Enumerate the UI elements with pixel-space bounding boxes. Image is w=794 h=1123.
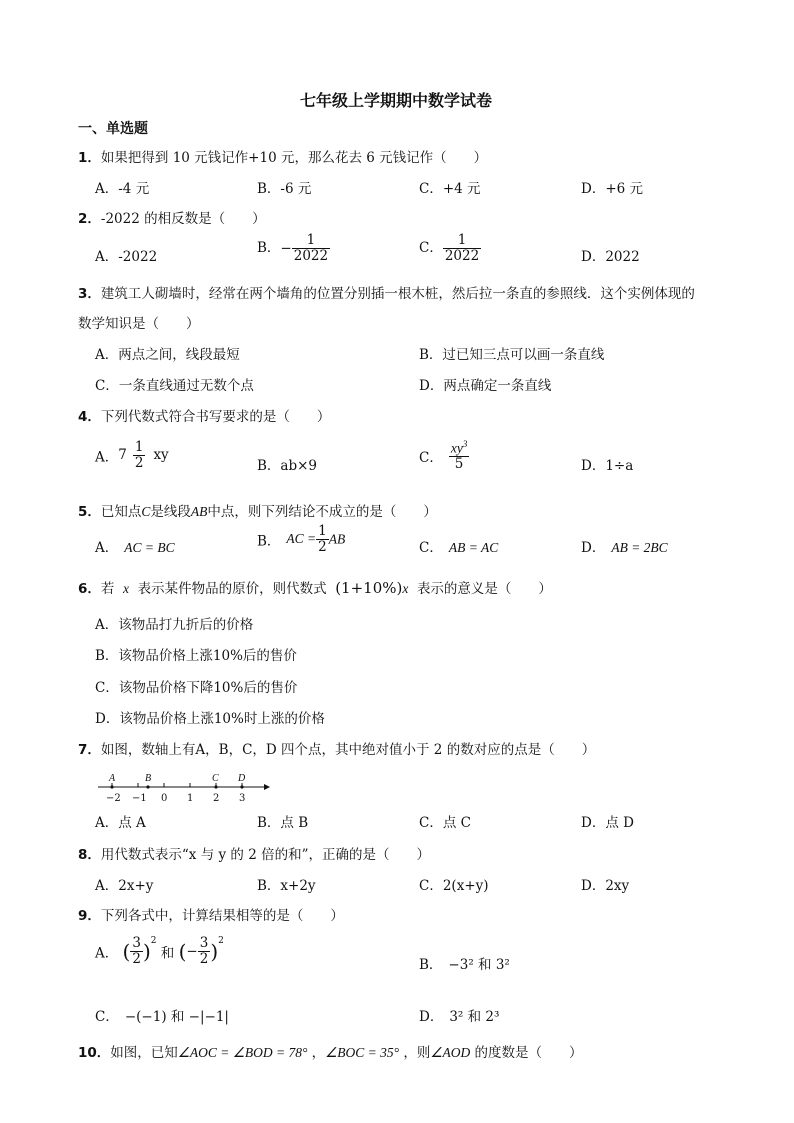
question-number: 8． <box>78 847 101 863</box>
option-a[interactable]: A． AC = BC <box>95 540 175 556</box>
tick-label: 1 <box>187 793 194 804</box>
point-label-b: B <box>145 773 152 784</box>
option-d[interactable]: D．+6 元 <box>581 181 644 197</box>
question-stem: 下列代数式符合书写要求的是（ ） <box>100 409 331 425</box>
tick-label: 0 <box>161 793 168 804</box>
tick-label: 3 <box>239 793 246 804</box>
tick-label: −2 <box>106 793 121 804</box>
question-stem: 如果把得到 10 元钱记作+10 元，那么花去 6 元钱记作（ ） <box>100 150 488 166</box>
question-stem-cont: 数学知识是（ ） <box>78 316 200 332</box>
option-b[interactable]: B．-6 元 <box>257 181 312 197</box>
point-d-dot <box>240 785 243 788</box>
option-a[interactable]: A．-4 元 <box>95 181 150 197</box>
question-3 <box>78 282 695 302</box>
question-stem: 建筑工人砌墙时，经常在两个墙角的位置分别插一根木桩，然后拉一条直的参照线．这个实例体现的 <box>100 286 695 302</box>
option-d[interactable]: D．1÷a <box>581 458 634 474</box>
question-number: 5． <box>78 504 101 520</box>
fraction: $\frac{3}{2}$ <box>199 935 209 967</box>
option-a[interactable]: A．该物品打九折后的价格 <box>95 617 254 633</box>
tick-label: 2 <box>213 793 220 804</box>
question-number: 7． <box>78 742 101 758</box>
question-1 <box>78 146 487 166</box>
question-4 <box>78 405 330 425</box>
option-c[interactable]: C． AB = AC <box>419 540 499 556</box>
option-c[interactable]: C．一条直线通过无数个点 <box>95 378 254 394</box>
option-b[interactable]: B． AC = $\frac{1}{2}$ AB <box>257 523 346 555</box>
point-b-dot <box>146 785 149 788</box>
question-6: 6．若 x 表示某件物品的原价，则代数式 (1+10%)x 表示的意义是（ ） <box>78 579 552 597</box>
option-b[interactable]: B．− $\frac{1}{2022}$ <box>257 232 329 264</box>
question-10: 10．如图，已知∠AOC = ∠BOD = 78° ，∠BOC = 35° ，则∠AOD 的度数是（ ） <box>78 1045 583 1061</box>
option-c[interactable]: C．该物品价格下降10%后的售价 <box>95 680 298 696</box>
option-b[interactable]: B．该物品价格上涨10%后的售价 <box>95 648 297 664</box>
option-c[interactable]: C． −(−1) 和 −|−1| <box>95 1009 229 1025</box>
option-c[interactable]: C． $\frac{xy^3}{5}$ <box>419 439 468 473</box>
question-8 <box>78 843 430 863</box>
option-a[interactable]: A．点 A <box>95 815 146 831</box>
option-a[interactable]: A．-2022 <box>95 249 158 265</box>
option-b[interactable]: B．x+2y <box>257 878 316 894</box>
tick-label: −1 <box>132 793 147 804</box>
axis-ticks <box>112 783 242 787</box>
option-a[interactable]: A．两点之间，线段最短 <box>95 347 240 363</box>
option-d[interactable]: D．2xy <box>581 878 630 894</box>
fraction: $\frac{1}{2}$ <box>134 439 144 471</box>
question-stem: 用代数式表示“x 与 y 的 2 倍的和”，正确的是（ ） <box>100 847 430 863</box>
point-label-c: C <box>212 773 219 784</box>
question-number: 2． <box>78 211 101 227</box>
option-b[interactable]: B．点 B <box>257 815 309 831</box>
option-d[interactable]: D．两点确定一条直线 <box>419 378 552 394</box>
page-title: 七年级上学期期中数学试卷 <box>300 91 493 110</box>
question-number: 9． <box>78 908 101 924</box>
number-line-figure <box>96 770 272 804</box>
option-c[interactable]: C．点 C <box>419 815 471 831</box>
option-d[interactable]: D．2022 <box>581 249 640 265</box>
option-d[interactable]: D． AB = 2BC <box>581 540 668 556</box>
option-a[interactable]: A．2x+y <box>95 878 154 894</box>
point-a-dot <box>110 785 113 788</box>
section-heading: 一、单选题 <box>78 121 148 137</box>
fraction: $\frac{3}{2}$ <box>132 935 141 967</box>
option-c[interactable]: C．2(x+y) <box>419 878 489 894</box>
option-d[interactable]: D．点 D <box>581 815 634 831</box>
question-number: 3． <box>78 286 101 302</box>
question-7 <box>78 738 595 758</box>
question-stem: 如图，数轴上有A，B，C，D 四个点，其中绝对值小于 2 的数对应的点是（ ） <box>100 742 596 758</box>
point-c-dot <box>214 785 217 788</box>
option-a[interactable]: A．7 $\frac{1}{2}$ xy <box>95 439 169 471</box>
question-5: 5．已知点C是线段AB中点，则下列结论不成立的是（ ） <box>78 504 437 520</box>
option-b[interactable]: B．过已知三点可以画一条直线 <box>419 347 605 363</box>
option-c[interactable]: C．+4 元 <box>419 181 481 197</box>
option-a[interactable]: A． ( $\frac{3}{2}$ )$^2$ 和 (− $\frac{3}{2}$ )$^2$ <box>95 935 224 967</box>
option-d[interactable]: D．该物品价格上涨10%时上涨的价格 <box>95 711 325 727</box>
option-c[interactable]: C． $\frac{1}{2022}$ <box>419 232 480 264</box>
question-2 <box>78 207 266 227</box>
question-number: 4． <box>78 409 101 425</box>
option-d[interactable]: D． 3² 和 2³ <box>419 1009 500 1025</box>
fraction: $\frac{xy^3}{5}$ <box>450 439 468 473</box>
question-number: 1． <box>78 150 101 166</box>
question-stem: 下列各式中，计算结果相等的是（ ） <box>100 908 344 924</box>
fraction: $\frac{1}{2}$ <box>318 523 327 555</box>
question-stem: -2022 的相反数是（ ） <box>100 211 266 227</box>
question-9 <box>78 904 344 924</box>
option-b[interactable]: B． −3² 和 3² <box>419 957 510 973</box>
point-label-d: D <box>238 773 246 784</box>
fraction: $\frac{1}{2022}$ <box>444 232 480 264</box>
question-number: 10． <box>78 1045 111 1061</box>
question-number: 6． <box>78 581 101 597</box>
option-b[interactable]: B．ab×9 <box>257 458 318 474</box>
point-label-a: A <box>109 773 116 784</box>
fraction: $\frac{1}{2022}$ <box>293 232 329 264</box>
